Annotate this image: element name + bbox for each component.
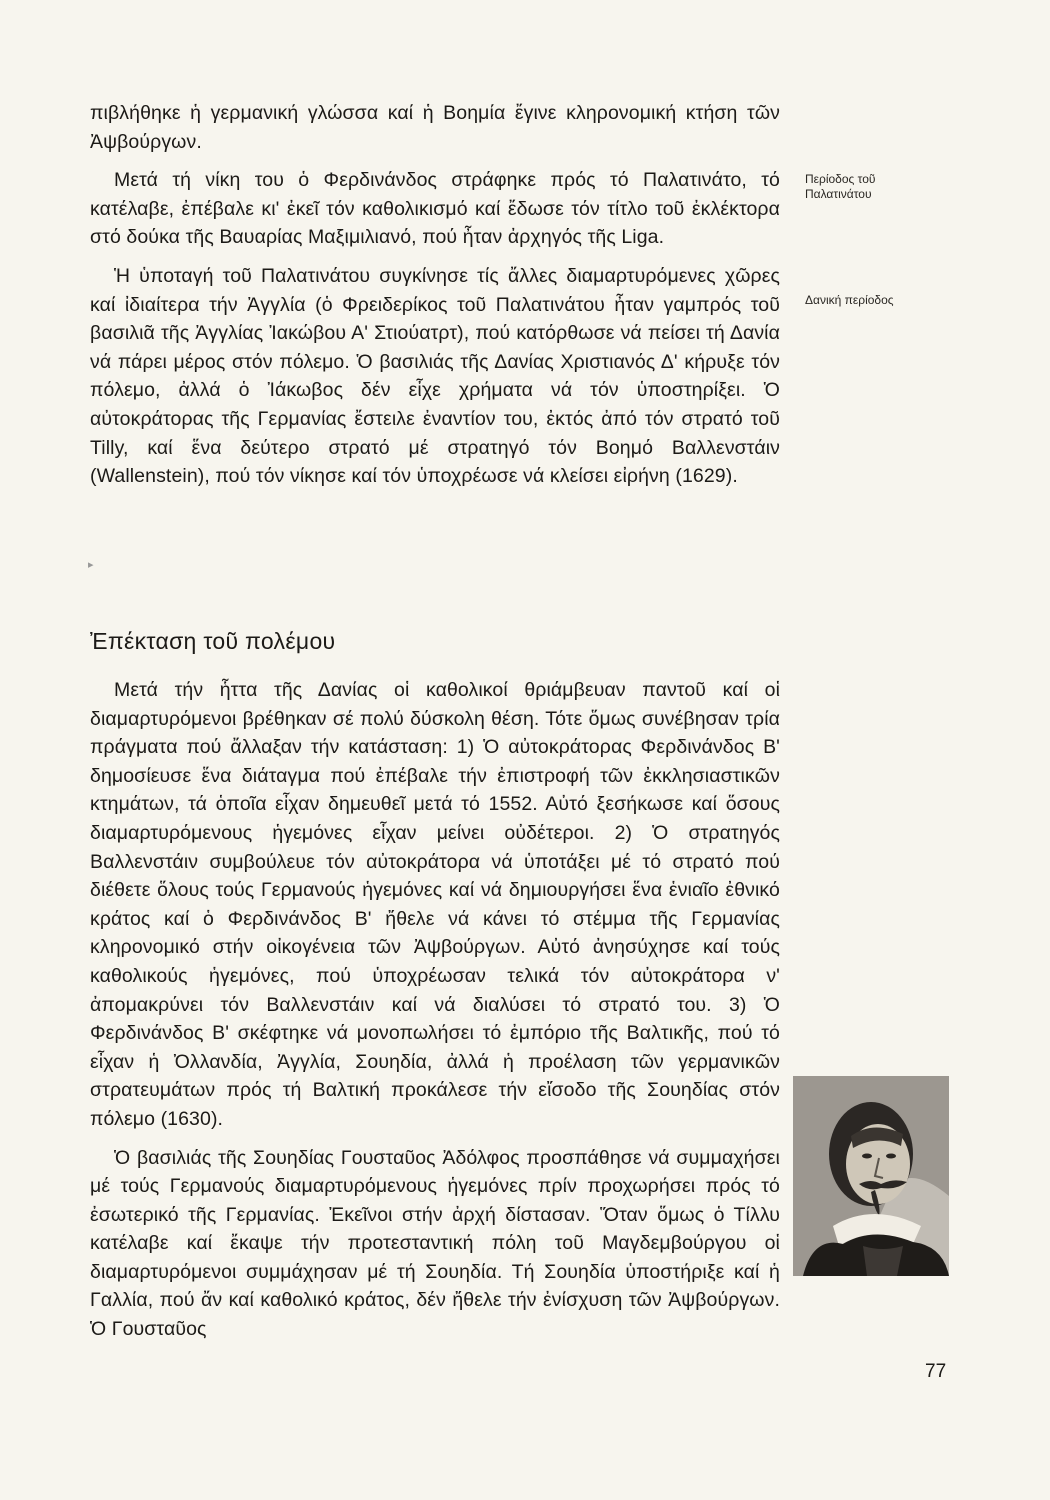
portrait-engraving-icon: [793, 1076, 949, 1276]
side-note-danish: Δανική περίοδος: [805, 293, 894, 307]
top-text-block: [90, 99, 780, 501]
paragraph-continuation: πιβλήθηκε ἡ γερμανική γλώσσα καί ἡ Βοημία ἔγινε κληρονομική κτήση τῶν Ἀψβούργων.: [90, 102, 780, 153]
bottom-text-block: [90, 676, 780, 1354]
paragraph-palatinate: Μετά τή νίκη του ὁ Φερδινάνδος στράφηκε πρός τό Παλατινάτο, τό κατέλαβε, ἐπέβαλε κι' ἐκεῖ τόν καθολικισμό καί ἔδωσε τόν τίτλο τοῦ ἐκλέκτορα στό δούκα τῆς Βαυαρίας Μαξιμιλιανό, πού ἦταν ἀρχηγός τῆς Liga.: [90, 169, 780, 249]
side-note-palatinate: Περίοδος τοῦ Παλατινάτου: [805, 172, 876, 201]
paragraph-danish-period: Ἡ ὑποταγή τοῦ Παλατινάτου συγκίνησε τίς ἄλλες διαμαρτυρόμενες χῶρες καί ἰδιαίτερα τήν Ἀγγλία (ὁ Φρειδερίκος τοῦ Παλατινάτου ἦταν γαμπρός τοῦ βασιλιᾶ τῆς Ἀγγλίας Ἰακώβου Α' Στιούατρτ), πού κατόρθωσε νά πείσει τή Δανία νά πάρει μέρος στόν πόλεμο. Ὁ βασιλιάς τῆς Δανίας Χριστιανός Δ' κήρυξε τόν πόλεμο, ἀλλά ὁ Ἰάκωβος δέν εἶχε χρήματα νά τόν ὑποστηρίξει. Ὁ αὐτοκράτορας τῆς Γερμανίας ἔστειλε ἐναντίον του, ἐκτός ἀπό τόν στρατό τοῦ Tilly, καί ἕνα δεύτερο στρατό μέ στρατηγό τόν Βοημό Βαλλενστάιν (Wallenstein), πού τόν νίκησε καί τόν ὑποχρέωσε νά κλείσει εἰρήνη (1629).: [90, 264, 780, 488]
paragraph-expansion: Μετά τήν ἧττα τῆς Δανίας οἱ καθολικοί θριάμβευαν παντοῦ καί οἱ διαμαρτυρόμενοι βρέθηκαν σέ πολύ δύσκολη θέση. Τότε ὅμως συνέβησαν τρία πράγματα πού ἄλλαξαν τήν κατάσταση: 1) Ὁ αὐτοκράτορας Φερδινάνδος Β' δημοσίευσε ἕνα διάταγμα πού ἐπέβαλε τήν ἐπιστροφή τῶν ἐκκλησιαστικῶν κτημάτων, τά ὁποῖα εἶχαν δημευθεῖ μετά τό 1552. Αὐτό ξεσήκωσε καί ὅσους διαμαρτυρόμενους ἡγεμόνες εἶχαν μείνει οὐδέτεροι. 2) Ὁ στρατηγός Βαλλενστάιν συμβούλευε τόν αὐτοκράτορα νά ὑποτάξει μέ τό στρατό πού διέθετε ὅλους τούς Γερμανούς ἡγεμόνες καί νά δημιουργήσει ἕνα ἑνιαῖο ἐθνικό κράτος καί ὁ Φερδινάνδος Β' ἤθελε νά κάνει τό στέμμα τῆς Γερμανίας κληρονομικό στήν οἰκογένεια τῶν Ἀψβούργων. Αὐτό ἀνησύχησε καί τούς καθολικούς ἡγεμόνες, πού ὑποχρέωσαν τελικά τόν αὐτοκράτορα ν' ἀπομακρύνει τόν Βαλλενστάιν καί νά διαλύσει τό στρατό του. 3) Ὁ Φερδινάνδος Β' σκέφτηκε νά μονοπωλήσει τό ἐμπόριο τῆς Βαλτικῆς, πού τό εἶχαν ἡ Ὀλλανδία, Ἀγγλία, Σουηδία, ἀλλά ἡ προέλαση τῶν γερμανικῶν στρατευμάτων πρός τή Βαλτική προκάλεσε τήν εἴσοδο τῆς Σουηδίας στόν πόλεμο (1630).: [90, 679, 780, 1130]
paragraph-gustavus: Ὁ βασιλιάς τῆς Σουηδίας Γουσταῦος Ἀδόλφος προσπάθησε νά συμμαχήσει μέ τούς Γερμανούς διαμαρτυρόμενους ἡγεμόνες πρίν προχωρήσει πρός τό ἐσωτερικό τῆς Γερμανίας. Ἐκεῖνοι στήν ἀρχή δίστασαν. Ὅταν ὅμως ὁ Τίλλυ κατέλαβε καί ἔκαψε τήν προτεσταντική πόλη τοῦ Μαγδεμβούργου οἱ διαμαρτυρόμενοι συμμάχησαν μέ τή Σουηδία. Τή Σουηδία ὑποστήριξε καί ἡ Γαλλία, πού ἄν καί καθολικό κράτος, δέν ἤθελε τήν ἐνίσχυση τῶν Ἀψβούργων. Ὁ Γουσταῦος: [90, 1146, 780, 1341]
page-number: 77: [925, 1361, 947, 1382]
section-heading: Ἐπέκταση τοῦ πολέμου: [90, 628, 336, 654]
small-mark-icon: ▸: [88, 559, 94, 571]
